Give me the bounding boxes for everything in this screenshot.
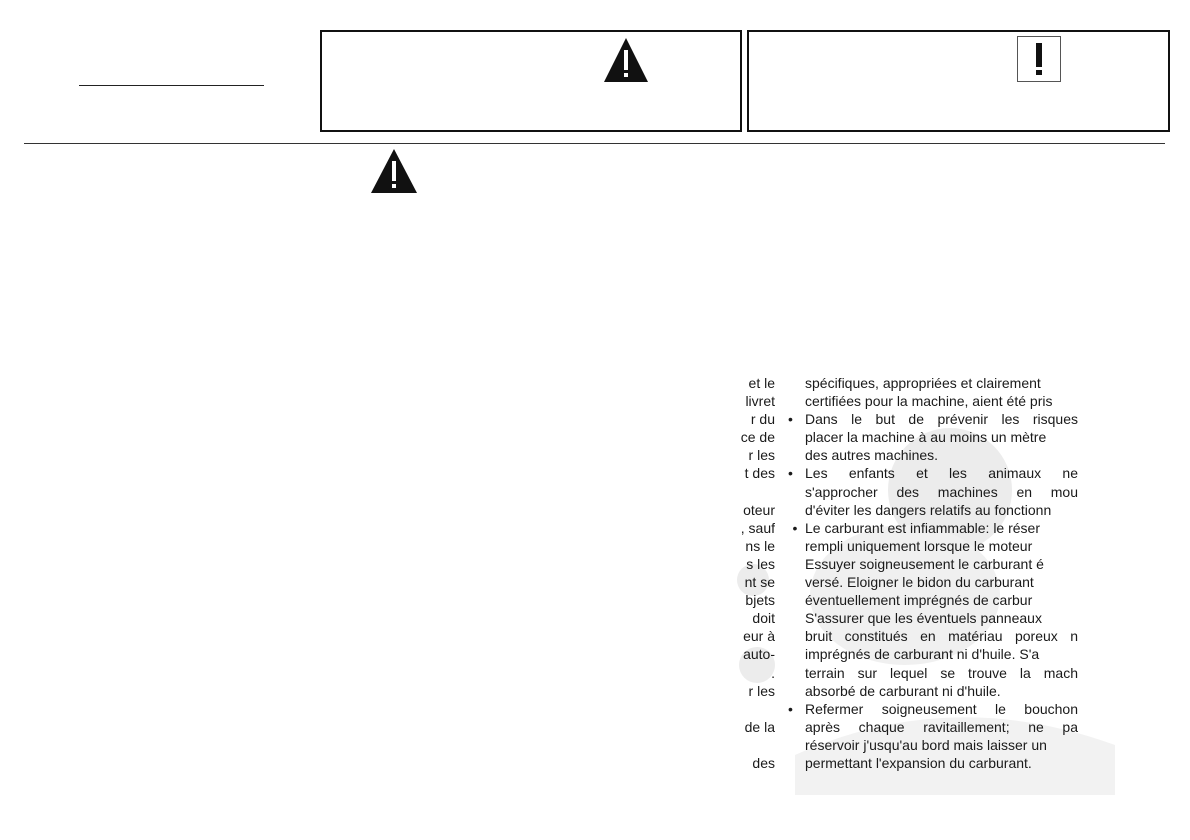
line-text: bruit constitués en matériau poreux n — [805, 628, 1078, 645]
exclamation-square-icon — [1017, 36, 1061, 82]
bullet-mark: • — [788, 465, 793, 482]
text-line: r les — [748, 682, 775, 699]
line-text: après chaque ravitaillement; ne pa — [805, 718, 1078, 735]
text-line: livret — [745, 393, 775, 410]
text-line — [788, 736, 1078, 754]
caution-notice-box — [747, 30, 1170, 132]
danger-notice-box — [320, 30, 742, 132]
line-text: Refermer soigneusement le bouchon — [805, 700, 1078, 717]
text-line — [788, 718, 1078, 736]
text-line: , sauf — [740, 519, 775, 536]
text-line — [788, 627, 1078, 645]
text-line — [788, 519, 1078, 537]
line-text: permettant l'expansion du carburant. — [805, 754, 1032, 771]
text-line — [600, 700, 775, 718]
text-line: s les — [746, 555, 775, 572]
line-text: absorbé de carburant ni d'huile. — [805, 682, 1001, 699]
line-text: réservoir j'usqu'au bord mais laisser un — [805, 736, 1047, 753]
bullet-mark: • — [792, 519, 798, 536]
text-line — [788, 664, 1078, 682]
line-text: Dans le but de prévenir les risques — [805, 411, 1078, 428]
line-text: terrain sur lequel se trouve la mach — [805, 664, 1078, 681]
text-line: de la — [744, 718, 775, 735]
right-text-column — [788, 374, 1078, 772]
text-line: auto- — [743, 646, 775, 663]
line-text: rempli uniquement lorsque le moteur — [805, 537, 1033, 554]
text-line — [788, 609, 1078, 627]
text-line: ce de — [740, 429, 775, 446]
line-text: versé. Eloigner le bidon du carburant — [805, 574, 1034, 591]
text-line — [788, 374, 1078, 392]
text-line — [788, 537, 1078, 555]
text-line — [788, 645, 1078, 663]
line-text: placer la machine à au moins un mètre — [805, 429, 1047, 446]
line-text: spécifiques, appropriées et clairement — [805, 375, 1041, 391]
text-line — [788, 754, 1078, 772]
text-line: t des — [744, 465, 775, 482]
text-line: des — [752, 754, 775, 771]
line-text: Essuyer soigneusement le carburant é — [805, 555, 1044, 572]
text-line — [788, 573, 1078, 591]
text-line: eur à — [743, 628, 775, 645]
line-text: S'assurer que les éventuels panneaux — [805, 610, 1042, 627]
text-line: r du — [750, 411, 775, 428]
header-divider — [24, 143, 1165, 144]
text-line: ns le — [745, 537, 775, 554]
text-line: . — [771, 664, 775, 681]
text-line — [788, 682, 1078, 700]
line-text: Le carburant est infiammable: le réser — [805, 519, 1040, 536]
text-line — [788, 446, 1078, 464]
text-line — [788, 591, 1078, 609]
line-text: des autres machines. — [805, 447, 939, 464]
text-line: r les — [748, 447, 775, 464]
text-line — [788, 428, 1078, 446]
line-text: Les enfants et les animaux ne — [805, 465, 1078, 482]
text-line: et le — [748, 375, 775, 391]
line-text: d'éviter les dangers relatifs au fonctionn — [805, 501, 1052, 518]
bullet-mark: • — [788, 411, 793, 428]
text-line: nt se — [744, 574, 775, 591]
line-text: imprégnés de carburant ni d'huile. S'a — [805, 646, 1040, 663]
line-text: certifiées pour la machine, aient été pris — [805, 393, 1053, 410]
line-text: éventuellement imprégnés de carbur — [805, 592, 1033, 609]
text-line — [788, 410, 1078, 428]
text-line — [788, 464, 1078, 482]
text-line — [600, 483, 775, 501]
text-line: doit — [752, 610, 775, 627]
text-line — [788, 483, 1078, 501]
bullet-mark: • — [788, 700, 793, 717]
text-line — [788, 392, 1078, 410]
title-underline — [79, 85, 264, 86]
text-line — [788, 501, 1078, 519]
text-line — [788, 555, 1078, 573]
line-text: s'approcher des machines en mou — [805, 483, 1078, 500]
left-text-column — [600, 374, 775, 772]
text-line: bjets — [745, 592, 775, 609]
text-line: oteur — [743, 501, 775, 518]
text-line — [788, 700, 1078, 718]
text-line — [600, 736, 775, 754]
